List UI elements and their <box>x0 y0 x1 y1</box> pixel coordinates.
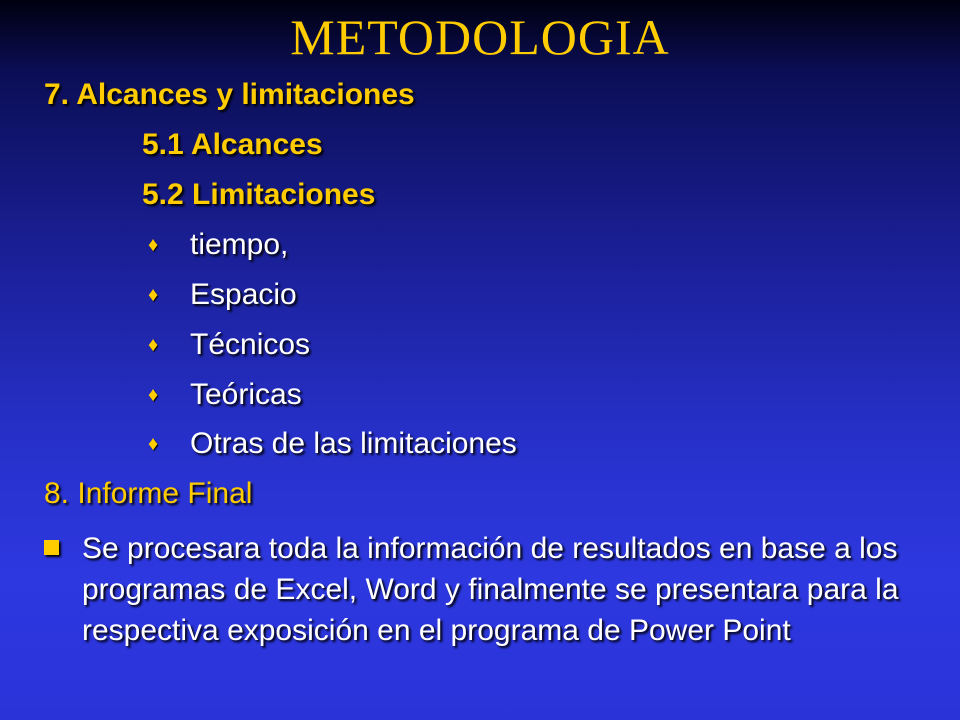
limitation-item <box>148 427 517 461</box>
diamond-icon: ♦ <box>148 234 159 256</box>
subsection-limitaciones: 5.2 Limitaciones <box>142 178 376 211</box>
section-8-heading: 8. Informe Final <box>44 477 253 510</box>
diamond-icon: ♦ <box>148 433 159 455</box>
diamond-icon: ♦ <box>148 334 159 356</box>
informe-final-bullet <box>44 528 944 651</box>
limitation-item <box>148 278 297 312</box>
limitation-item-label: tiempo, <box>190 228 289 261</box>
diamond-icon: ♦ <box>148 384 159 406</box>
informe-final-text: Se procesara toda la información de resultados en base a los programas de Excel, Word y finalmente se presentara para la respectiva exposición en el programa de Power Point <box>82 532 899 647</box>
limitation-item <box>148 378 302 412</box>
limitation-item-label: Espacio <box>190 278 297 311</box>
square-bullet-icon <box>44 540 59 555</box>
section-7-heading: 7. Alcances y limitaciones <box>44 78 415 111</box>
limitation-item-label: Otras de las limitaciones <box>190 427 517 460</box>
limitation-item-label: Teóricas <box>190 378 302 411</box>
limitation-item <box>148 328 310 362</box>
limitation-item <box>148 228 288 262</box>
slide-title: METODOLOGIA <box>290 9 670 65</box>
diamond-icon: ♦ <box>148 284 159 306</box>
subsection-alcances: 5.1 Alcances <box>142 128 323 161</box>
limitation-item-label: Técnicos <box>190 328 311 361</box>
